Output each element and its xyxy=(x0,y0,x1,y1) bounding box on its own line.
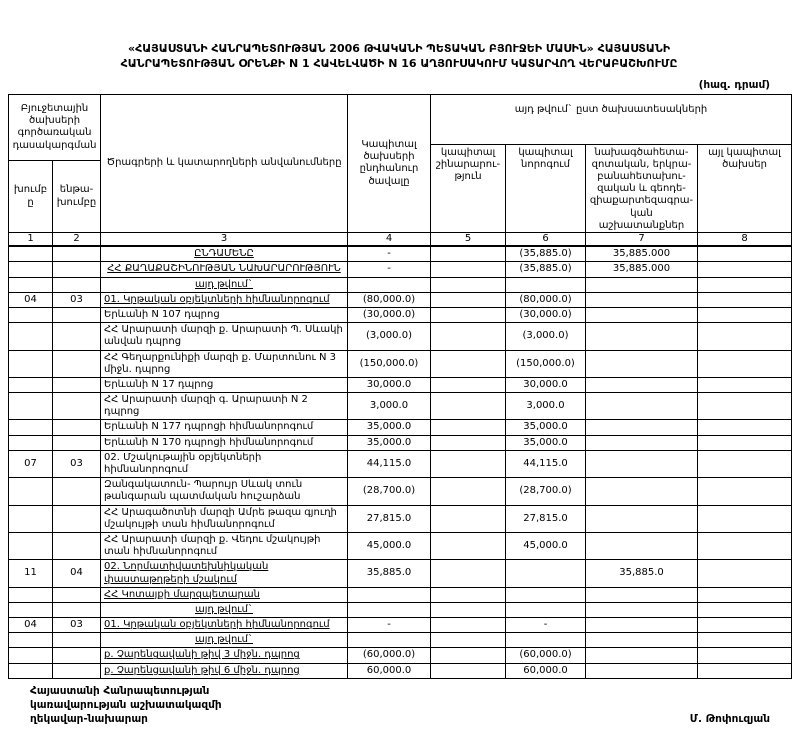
table-body xyxy=(9,246,792,678)
cell-name xyxy=(101,602,348,617)
table-header xyxy=(9,94,792,246)
cell-subgroup xyxy=(53,478,101,505)
cell-name xyxy=(101,505,348,532)
cell-group xyxy=(9,602,53,617)
header-survey-geodesy: նախագծահետա-զոտական, երկրա-բանահետախու-զական և գեոդե-զիաքարտեզագրա-կան աշխատանքներ xyxy=(586,144,698,232)
cell-subgroup: 03 xyxy=(53,292,101,307)
cell-total xyxy=(348,587,431,602)
cell-group xyxy=(9,323,53,350)
table-row xyxy=(9,323,792,350)
program-name-text: 01. Կրթական օբյեկտների հիմնանորոգում xyxy=(104,293,330,305)
cell-subgroup xyxy=(53,262,101,277)
cell-total: 27,815.0 xyxy=(348,505,431,532)
units-note: (հազ. դրամ) xyxy=(698,78,770,91)
program-name-text: Երևանի N 17 դպրոց xyxy=(104,378,214,390)
cell-subgroup xyxy=(53,587,101,602)
column-number: 2 xyxy=(53,233,101,247)
cell-capital-renovation: (35,885.0) xyxy=(506,246,586,262)
cell-capital-construction xyxy=(431,648,506,663)
header-capital-total: Կապիտալ ծախսերի ընդհանուր ծավալը xyxy=(348,94,431,232)
cell-survey-geodesy xyxy=(586,292,698,307)
program-name-text: այդ թվում` xyxy=(194,278,253,290)
document-footer xyxy=(30,684,770,727)
program-name-text: ՀՀ Կոտայքի մարզպետարան xyxy=(104,588,260,600)
cell-survey-geodesy xyxy=(586,663,698,678)
signatory-title xyxy=(30,684,222,727)
program-name-text: ՀՀ ՔԱՂԱՔԱՇԻՆՈՒԹՅԱՆ ՆԱԽԱՐԱՐՈՒԹՅՈՒՆ xyxy=(107,263,341,275)
cell-capital-construction xyxy=(431,393,506,420)
cell-capital-renovation: 35,000.0 xyxy=(506,420,586,435)
cell-name xyxy=(101,478,348,505)
cell-capital-renovation: 60,000.0 xyxy=(506,663,586,678)
cell-survey-geodesy xyxy=(586,450,698,477)
table-row xyxy=(9,292,792,307)
cell-capital-construction xyxy=(431,420,506,435)
table-row xyxy=(9,350,792,377)
cell-total: 30,000.0 xyxy=(348,377,431,392)
signatory-title-line-2: կառավարության աշխատակազմի xyxy=(30,698,222,711)
program-name-text: ՀՀ Գեղարքունիքի մարզի ք. Մարտունու N 3 միջն. դպրոց xyxy=(104,351,337,375)
cell-total xyxy=(348,277,431,292)
program-name-text: ՀՀ Արարատի մարզի գ. Արարատի N 2 դպրոց xyxy=(104,394,308,418)
table-row xyxy=(9,307,792,322)
cell-survey-geodesy xyxy=(586,532,698,559)
cell-capital-renovation: (30,000.0) xyxy=(506,307,586,322)
cell-capital-construction xyxy=(431,450,506,477)
cell-subgroup xyxy=(53,246,101,262)
cell-survey-geodesy xyxy=(586,277,698,292)
cell-capital-renovation: (28,700.0) xyxy=(506,478,586,505)
cell-capital-construction xyxy=(431,377,506,392)
cell-group xyxy=(9,648,53,663)
table-row xyxy=(9,393,792,420)
program-name-text: այդ թվում` xyxy=(194,634,253,646)
table-row xyxy=(9,618,792,633)
cell-total: (80,000.0) xyxy=(348,292,431,307)
cell-group xyxy=(9,350,53,377)
cell-survey-geodesy xyxy=(586,307,698,322)
cell-group: 04 xyxy=(9,292,53,307)
cell-survey-geodesy xyxy=(586,350,698,377)
cell-total: (28,700.0) xyxy=(348,478,431,505)
cell-subgroup xyxy=(53,602,101,617)
table-row xyxy=(9,478,792,505)
program-name-text: ՀՀ Արագածոտնի մարզի Ամրե թազա գյուղի մշակույթի տան հիմնանորոգում xyxy=(104,506,337,530)
cell-capital-construction xyxy=(431,633,506,648)
cell-capital-renovation: (3,000.0) xyxy=(506,323,586,350)
cell-survey-geodesy xyxy=(586,323,698,350)
column-number: 8 xyxy=(698,233,792,247)
cell-total: - xyxy=(348,246,431,262)
budget-table xyxy=(8,94,792,679)
cell-other-capital xyxy=(698,587,792,602)
cell-capital-renovation: (35,885.0) xyxy=(506,262,586,277)
document-title xyxy=(0,42,798,72)
cell-total: (3,000.0) xyxy=(348,323,431,350)
cell-name xyxy=(101,663,348,678)
cell-group xyxy=(9,393,53,420)
cell-total: 60,000.0 xyxy=(348,663,431,678)
cell-group xyxy=(9,435,53,450)
cell-other-capital xyxy=(698,478,792,505)
cell-survey-geodesy xyxy=(586,587,698,602)
program-name-text: Զանգակատուն- Պարույր Սևակ տուն թանգարան պատմական հուշարձան xyxy=(104,479,303,503)
cell-total: - xyxy=(348,618,431,633)
cell-name xyxy=(101,587,348,602)
cell-total: 45,000.0 xyxy=(348,532,431,559)
cell-survey-geodesy xyxy=(586,435,698,450)
program-name-text: Երևանի N 107 դպրոց xyxy=(104,308,220,320)
title-line-1: «ՀԱՅԱՍՏԱՆԻ ՀԱՆՐԱՊԵՏՈՒԹՅԱՆ 2006 ԹՎԱԿԱՆԻ ՊԵՏԱԿԱՆ ԲՅՈՒՋԵԻ ՄԱՍԻՆ» ՀԱՅԱՍՏԱՆԻ xyxy=(127,42,671,55)
cell-subgroup xyxy=(53,277,101,292)
table-row xyxy=(9,377,792,392)
table-row xyxy=(9,663,792,678)
cell-other-capital xyxy=(698,663,792,678)
cell-capital-renovation xyxy=(506,587,586,602)
cell-subgroup xyxy=(53,420,101,435)
cell-total xyxy=(348,602,431,617)
cell-total: 35,000.0 xyxy=(348,420,431,435)
cell-capital-renovation: - xyxy=(506,618,586,633)
cell-capital-construction xyxy=(431,505,506,532)
cell-capital-construction xyxy=(431,262,506,277)
cell-subgroup: 04 xyxy=(53,560,101,587)
program-name-text: 02. Մշակութային օբյեկտների հիմնանորոգում xyxy=(104,451,262,475)
cell-capital-renovation: 44,115.0 xyxy=(506,450,586,477)
cell-other-capital xyxy=(698,246,792,262)
signatory-title-line-3: ղեկավար-նախարար xyxy=(30,713,148,726)
cell-name xyxy=(101,435,348,450)
cell-group: 04 xyxy=(9,618,53,633)
cell-name xyxy=(101,262,348,277)
cell-name xyxy=(101,246,348,262)
cell-group xyxy=(9,633,53,648)
cell-subgroup xyxy=(53,323,101,350)
header-functional-classification: Բյուջետային ծախսերի գործառական դասակարգման xyxy=(9,94,101,160)
cell-group xyxy=(9,277,53,292)
cell-name xyxy=(101,648,348,663)
program-name-text: 02. Նորմատիվատեխնիկական փաստաթղթերի մշակում xyxy=(104,561,269,585)
cell-survey-geodesy xyxy=(586,393,698,420)
column-number-row xyxy=(9,233,792,247)
cell-other-capital xyxy=(698,393,792,420)
program-name-text: Երևանի N 177 դպրոցի հիմնանորոգում xyxy=(104,421,314,433)
column-number: 6 xyxy=(506,233,586,247)
cell-survey-geodesy xyxy=(586,377,698,392)
column-number: 5 xyxy=(431,233,506,247)
cell-capital-renovation: 27,815.0 xyxy=(506,505,586,532)
program-name-text: ՀՀ Արարատի մարզի ք. Արարատի Պ. Սևակի անվան դպրոց xyxy=(104,324,343,348)
cell-name xyxy=(101,307,348,322)
cell-group xyxy=(9,532,53,559)
cell-name xyxy=(101,393,348,420)
table-row xyxy=(9,450,792,477)
cell-group xyxy=(9,587,53,602)
cell-capital-construction xyxy=(431,532,506,559)
cell-capital-renovation: 3,000.0 xyxy=(506,393,586,420)
cell-name xyxy=(101,277,348,292)
cell-group xyxy=(9,246,53,262)
program-name-text: Երևանի N 170 դպրոցի հիմնանորոգում xyxy=(104,436,314,448)
cell-total: - xyxy=(348,262,431,277)
cell-name xyxy=(101,323,348,350)
cell-other-capital xyxy=(698,420,792,435)
cell-other-capital xyxy=(698,648,792,663)
cell-total: 35,000.0 xyxy=(348,435,431,450)
cell-total: (150,000.0) xyxy=(348,350,431,377)
cell-subgroup xyxy=(53,663,101,678)
cell-capital-construction xyxy=(431,323,506,350)
cell-capital-renovation: (60,000.0) xyxy=(506,648,586,663)
table-row xyxy=(9,560,792,587)
program-name-text: ԸՆԴԱՄԵՆԸ xyxy=(194,248,254,260)
table-row xyxy=(9,602,792,617)
cell-survey-geodesy xyxy=(586,602,698,617)
cell-total: (30,000.0) xyxy=(348,307,431,322)
cell-subgroup xyxy=(53,648,101,663)
cell-name xyxy=(101,292,348,307)
table-row xyxy=(9,587,792,602)
cell-other-capital xyxy=(698,633,792,648)
cell-survey-geodesy xyxy=(586,505,698,532)
cell-other-capital xyxy=(698,435,792,450)
cell-total xyxy=(348,633,431,648)
header-of-which: այդ թվում` ըստ ծախսատեսակների xyxy=(431,94,792,144)
cell-capital-construction xyxy=(431,618,506,633)
header-capital-construction: կապիտալ շինարարու-թյուն xyxy=(431,144,506,232)
table-row xyxy=(9,532,792,559)
cell-name xyxy=(101,532,348,559)
cell-subgroup xyxy=(53,393,101,420)
signatory-title-line-1: Հայաստանի Հանրապետության xyxy=(30,684,210,697)
cell-subgroup xyxy=(53,350,101,377)
header-other-capital: այլ կապիտալ ծախսեր xyxy=(698,144,792,232)
cell-other-capital xyxy=(698,602,792,617)
cell-survey-geodesy xyxy=(586,648,698,663)
cell-capital-renovation xyxy=(506,602,586,617)
program-name-text: ք. Չարենցավանի թիվ 6 միջն. դպրոց xyxy=(104,664,300,676)
cell-capital-construction xyxy=(431,560,506,587)
cell-total: 44,115.0 xyxy=(348,450,431,477)
cell-group: 07 xyxy=(9,450,53,477)
cell-capital-construction xyxy=(431,435,506,450)
cell-group: 11 xyxy=(9,560,53,587)
cell-group xyxy=(9,663,53,678)
cell-capital-renovation: (150,000.0) xyxy=(506,350,586,377)
cell-subgroup xyxy=(53,307,101,322)
cell-subgroup xyxy=(53,435,101,450)
cell-other-capital xyxy=(698,277,792,292)
cell-survey-geodesy: 35,885.000 xyxy=(586,246,698,262)
cell-capital-construction xyxy=(431,602,506,617)
cell-capital-construction xyxy=(431,307,506,322)
signature-name: Մ. Թոփուզյան xyxy=(689,713,770,726)
cell-other-capital xyxy=(698,560,792,587)
cell-group xyxy=(9,377,53,392)
program-name-text: այդ թվում` xyxy=(194,603,253,615)
program-name-text: ՀՀ Արարատի մարզի ք. Վեդու մշակույթի տան հիմնանորոգում xyxy=(104,533,321,558)
cell-group xyxy=(9,307,53,322)
title-line-2: ՀԱՆՐԱՊԵՏՈՒԹՅԱՆ ՕՐԵՆՔԻ N 1 ՀԱՎԵԼՎԱԾԻ N 16 ԱՂՅՈՒՍԱԿՈՒՄ ԿԱՏԱՐՎՈՂ ՎԵՐԱԲԱՇԽՈՒՄԸ xyxy=(120,56,678,70)
column-number: 3 xyxy=(101,233,348,247)
program-name-text: 01. Կրթական օբյեկտների հիմնանորոգում xyxy=(104,619,330,631)
cell-subgroup xyxy=(53,377,101,392)
cell-capital-renovation: 45,000.0 xyxy=(506,532,586,559)
cell-other-capital xyxy=(698,532,792,559)
cell-group xyxy=(9,420,53,435)
table-row xyxy=(9,435,792,450)
header-group: խումբը xyxy=(9,161,53,233)
cell-name xyxy=(101,450,348,477)
cell-other-capital xyxy=(698,350,792,377)
cell-subgroup xyxy=(53,633,101,648)
cell-name xyxy=(101,560,348,587)
cell-other-capital xyxy=(698,262,792,277)
cell-other-capital xyxy=(698,505,792,532)
table-row xyxy=(9,505,792,532)
cell-capital-renovation: (80,000.0) xyxy=(506,292,586,307)
table-row xyxy=(9,633,792,648)
cell-capital-construction xyxy=(431,292,506,307)
table-row xyxy=(9,262,792,277)
cell-other-capital xyxy=(698,292,792,307)
cell-subgroup xyxy=(53,532,101,559)
cell-capital-construction xyxy=(431,663,506,678)
table-row xyxy=(9,420,792,435)
cell-capital-renovation xyxy=(506,560,586,587)
cell-survey-geodesy xyxy=(586,618,698,633)
cell-subgroup: 03 xyxy=(53,618,101,633)
header-subgroup: ենթա-խումբը xyxy=(53,161,101,233)
program-name-text: ք. Չարենցավանի թիվ 3 միջն. դպրոց xyxy=(104,649,300,661)
cell-capital-renovation xyxy=(506,277,586,292)
cell-name xyxy=(101,350,348,377)
cell-capital-construction xyxy=(431,478,506,505)
cell-other-capital xyxy=(698,450,792,477)
cell-group xyxy=(9,478,53,505)
cell-capital-construction xyxy=(431,587,506,602)
table-row xyxy=(9,648,792,663)
column-number: 1 xyxy=(9,233,53,247)
cell-other-capital xyxy=(698,323,792,350)
cell-group xyxy=(9,262,53,277)
cell-total: (60,000.0) xyxy=(348,648,431,663)
column-number: 7 xyxy=(586,233,698,247)
cell-total: 35,885.0 xyxy=(348,560,431,587)
cell-subgroup xyxy=(53,505,101,532)
cell-name xyxy=(101,420,348,435)
header-capital-renovation: կապիտալ նորոգում xyxy=(506,144,586,232)
cell-survey-geodesy xyxy=(586,478,698,505)
cell-capital-construction xyxy=(431,350,506,377)
cell-capital-construction xyxy=(431,246,506,262)
cell-capital-renovation xyxy=(506,633,586,648)
cell-other-capital xyxy=(698,377,792,392)
table-row xyxy=(9,277,792,292)
cell-capital-construction xyxy=(431,277,506,292)
cell-name xyxy=(101,377,348,392)
cell-survey-geodesy xyxy=(586,633,698,648)
cell-name xyxy=(101,633,348,648)
cell-capital-renovation: 35,000.0 xyxy=(506,435,586,450)
cell-total: 3,000.0 xyxy=(348,393,431,420)
table-row xyxy=(9,246,792,262)
column-number: 4 xyxy=(348,233,431,247)
cell-survey-geodesy xyxy=(586,420,698,435)
cell-survey-geodesy: 35,885.000 xyxy=(586,262,698,277)
cell-survey-geodesy: 35,885.0 xyxy=(586,560,698,587)
cell-capital-renovation: 30,000.0 xyxy=(506,377,586,392)
cell-subgroup: 03 xyxy=(53,450,101,477)
cell-group xyxy=(9,505,53,532)
header-programs: Ծրագրերի և կատարողների անվանումները xyxy=(101,94,348,232)
cell-other-capital xyxy=(698,618,792,633)
cell-other-capital xyxy=(698,307,792,322)
cell-name xyxy=(101,618,348,633)
